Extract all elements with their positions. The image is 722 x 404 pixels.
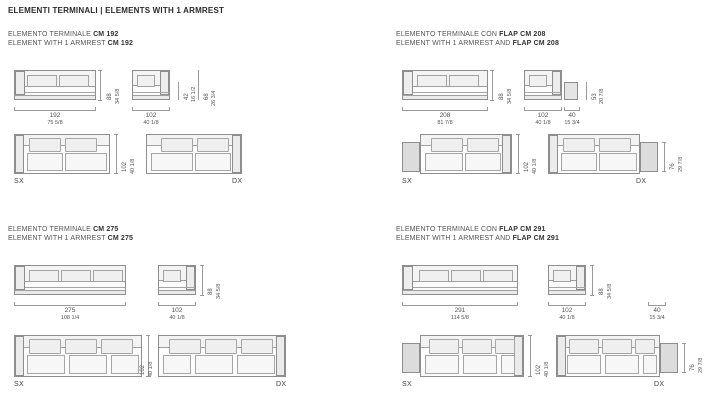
dim-depth-in-208: 40 1/8 — [535, 120, 551, 126]
dim-line-seat-height — [178, 82, 179, 100]
dim-tick — [146, 335, 150, 336]
dim-height-in-291: 34 5/8 — [607, 283, 613, 299]
dim-width-cm-208: 208 — [439, 112, 451, 119]
dim-line-width — [402, 110, 488, 111]
seat-line — [133, 92, 169, 93]
dim-width-in-275: 108 1/4 — [60, 315, 80, 321]
label-side-dx-275: DX — [276, 381, 287, 388]
dim-flap-depth-cm-291: 76 — [690, 364, 696, 371]
dim-tick — [14, 302, 15, 306]
plan-armrest — [549, 135, 558, 173]
dim-tick — [561, 107, 562, 111]
plan-view-dx-275 — [158, 335, 286, 377]
dim-tick — [95, 107, 96, 111]
label-side-sx-275: SX — [14, 381, 24, 388]
base-plinth — [403, 290, 517, 294]
base-plinth — [15, 290, 125, 294]
plan-back-cushion — [495, 339, 515, 354]
plan-back-cushion — [161, 138, 193, 152]
product-block-208 — [396, 30, 716, 195]
plan-seat-cushion — [27, 355, 65, 374]
base-plinth — [549, 290, 585, 294]
plan-back-cushion — [563, 138, 595, 152]
plan-view-sx-291 — [420, 335, 524, 377]
dim-tick — [132, 107, 133, 111]
plan-seat-cushion — [561, 153, 597, 171]
dim-line-height — [100, 70, 101, 100]
dim-back-height-in-192: 26 3/4 — [211, 90, 217, 106]
dim-plan-depth-cm-275: 102 — [140, 364, 146, 375]
front-elevation-291 — [402, 265, 518, 295]
dim-tick — [402, 107, 403, 111]
armrest — [15, 266, 25, 290]
dim-flap-depth-in-208: 29 7/8 — [678, 156, 684, 172]
dim-tick — [516, 173, 520, 174]
dim-tick — [402, 302, 403, 306]
drawings-275 — [8, 247, 353, 392]
plan-seat-cushion — [463, 355, 497, 374]
product-block-192 — [8, 30, 353, 195]
back-cushion — [483, 270, 513, 282]
dim-tick — [648, 302, 649, 306]
plan-seat-cushion — [465, 153, 501, 171]
dim-seat-height-in-192: 16 1/2 — [191, 86, 197, 102]
dim-back-height-cm-192: 68 — [204, 93, 210, 100]
dim-flap-width-in-291: 15 3/4 — [649, 315, 665, 321]
dim-line-depth — [132, 110, 170, 111]
dim-tick — [487, 107, 488, 111]
dim-flap-depth-in-291: 29 7/8 — [698, 357, 704, 373]
armrest — [15, 71, 25, 95]
plan-back-cushion — [602, 339, 632, 354]
dim-flap-width-in-208: 15 3/4 — [564, 120, 580, 126]
dim-tick — [548, 302, 549, 306]
dim-width-in-192: 75 5/8 — [47, 120, 63, 126]
dim-tick — [200, 265, 204, 266]
label-side-sx-291: SX — [402, 381, 412, 388]
plan-seat-cushion — [567, 355, 601, 374]
back-cushion — [417, 75, 447, 87]
block-title-en-192: ELEMENT WITH 1 ARMREST CM 192 — [8, 40, 134, 47]
plan-seat-cushion — [501, 355, 515, 374]
plan-seat-cushion — [425, 153, 463, 171]
dim-line-depth — [158, 305, 196, 306]
plan-armrest — [514, 336, 523, 376]
dim-tick — [114, 173, 118, 174]
plan-back-cushion — [599, 138, 631, 152]
base-plinth — [403, 95, 487, 99]
dim-width-in-291: 114 5/8 — [451, 315, 469, 321]
plan-seat-cushion — [425, 355, 459, 374]
dim-tick — [528, 335, 532, 336]
dim-line-width — [402, 305, 518, 306]
dim-seat-height-cm-192: 42 — [184, 93, 190, 100]
dim-line-height — [202, 265, 203, 295]
plan-flap-sx-291 — [402, 343, 420, 373]
dim-depth-cm-275: 102 — [171, 307, 183, 314]
dim-tick — [528, 376, 532, 377]
back-cushion — [137, 75, 155, 87]
drawings-208 — [396, 52, 716, 192]
block-title-en-208: ELEMENT WITH 1 ARMREST AND FLAP CM 208 — [396, 40, 560, 47]
plan-back-cushion — [197, 138, 229, 152]
base-plinth — [15, 95, 95, 99]
side-elevation-291 — [548, 265, 586, 295]
back-cushion — [451, 270, 481, 282]
dim-tick — [516, 134, 520, 135]
block-title-en-291: ELEMENT WITH 1 ARMREST AND FLAP CM 291 — [396, 235, 560, 242]
dim-tick — [682, 343, 686, 344]
dim-line-plan-depth — [530, 335, 531, 377]
dim-flap-height-in-208: 20 7/8 — [599, 88, 605, 104]
plan-seat-cushion — [27, 153, 63, 171]
side-elevation-208 — [524, 70, 562, 100]
dim-line-flap-depth — [684, 343, 685, 373]
plan-back-cushion — [462, 339, 492, 354]
plan-flap-dx-291 — [660, 343, 678, 373]
dim-line-plan-depth — [116, 134, 117, 174]
plan-back-cushion — [29, 339, 61, 354]
plan-back-cushion — [429, 339, 459, 354]
base-plinth — [525, 95, 561, 99]
plan-seat-cushion — [195, 153, 231, 171]
plan-back-cushion — [65, 339, 97, 354]
plan-view-sx-208 — [420, 134, 512, 174]
plan-back-cushion — [29, 138, 61, 152]
plan-seat-cushion — [65, 153, 107, 171]
product-block-275 — [8, 225, 353, 395]
seat-line — [525, 92, 561, 93]
label-side-dx-192: DX — [232, 178, 243, 185]
dim-line-plan-depth — [518, 134, 519, 174]
dim-plan-depth-in-291: 40 1/8 — [544, 361, 550, 377]
seat-line — [403, 92, 487, 93]
label-side-sx-192: SX — [14, 178, 24, 185]
dim-tick — [579, 107, 580, 111]
dim-plan-depth-cm-291: 102 — [536, 364, 542, 375]
dim-tick — [98, 70, 102, 71]
block-title-it-208: ELEMENTO TERMINALE CON FLAP CM 208 — [396, 31, 546, 38]
plan-back-cushion — [241, 339, 273, 354]
dim-line-width — [14, 110, 96, 111]
back-cushion — [29, 270, 59, 282]
dim-depth-cm-291: 102 — [561, 307, 573, 314]
dim-tick — [665, 302, 666, 306]
dim-flap-width-cm-208: 40 — [568, 112, 576, 119]
product-block-291 — [396, 225, 716, 395]
dim-tick — [14, 107, 15, 111]
dim-depth-cm-208: 102 — [537, 112, 549, 119]
dim-tick — [564, 107, 565, 111]
dim-tick — [517, 302, 518, 306]
back-cushion — [449, 75, 479, 87]
front-elevation-275 — [14, 265, 126, 295]
side-elevation-275 — [158, 265, 196, 295]
plan-flap-sx-208 — [402, 142, 420, 172]
plan-seat-cushion — [599, 153, 637, 171]
plan-armrest — [15, 336, 24, 376]
dim-line-flap-width — [648, 305, 666, 306]
dim-line-flap-height — [586, 82, 587, 100]
seat-line — [549, 287, 585, 288]
dim-height-cm-275: 88 — [208, 288, 214, 295]
plan-armrest — [502, 135, 511, 173]
plan-seat-cushion — [195, 355, 233, 374]
dim-tick — [524, 107, 525, 111]
dim-tick — [590, 295, 594, 296]
dim-plan-depth-in-192: 40 1/8 — [130, 158, 136, 174]
back-cushion — [27, 75, 57, 87]
seat-line — [159, 287, 195, 288]
label-side-sx-208: SX — [402, 178, 412, 185]
plan-view-sx-192 — [14, 134, 110, 174]
dim-tick — [158, 302, 159, 306]
dim-line-width — [14, 305, 126, 306]
plan-armrest — [15, 135, 24, 173]
plan-seat-cushion — [643, 355, 657, 374]
plan-seat-cushion — [151, 153, 193, 171]
plan-view-dx-192 — [146, 134, 242, 174]
dim-flap-height-cm-208: 53 — [592, 93, 598, 100]
base-plinth — [133, 95, 169, 99]
armrest — [403, 266, 413, 290]
front-elevation-192 — [14, 70, 96, 100]
plan-view-dx-208 — [548, 134, 640, 174]
dim-depth-in-275: 40 1/8 — [169, 315, 185, 321]
plan-seat-cushion — [605, 355, 639, 374]
plan-back-cushion — [65, 138, 97, 152]
dim-plan-depth-in-275: 40 1/8 — [148, 361, 154, 377]
dim-tick — [169, 107, 170, 111]
plan-armrest — [232, 135, 241, 173]
label-side-dx-208: DX — [636, 178, 647, 185]
dim-width-cm-192: 192 — [49, 112, 61, 119]
dim-height-in-275: 34 5/8 — [216, 283, 222, 299]
dim-flap-depth-cm-208: 76 — [670, 163, 676, 170]
plan-flap-dx-208 — [640, 142, 658, 172]
back-cushion — [93, 270, 123, 282]
dim-height-cm-291: 88 — [599, 288, 605, 295]
dim-tick — [125, 302, 126, 306]
plan-armrest — [557, 336, 566, 376]
dim-tick — [585, 302, 586, 306]
dim-tick — [200, 295, 204, 296]
plan-back-cushion — [169, 339, 201, 354]
dim-tick — [662, 171, 666, 172]
dim-depth-cm-192: 102 — [145, 112, 157, 119]
block-title-en-275: ELEMENT WITH 1 ARMREST CM 275 — [8, 235, 134, 242]
dim-height-in-192: 34 5/8 — [115, 88, 121, 104]
block-title-it-291: ELEMENTO TERMINALE CON FLAP CM 291 — [396, 226, 546, 233]
page-title: ELEMENTI TERMINALI | ELEMENTS WITH 1 ARMREST — [8, 6, 225, 15]
plan-seat-cushion — [163, 355, 191, 374]
back-cushion — [529, 75, 547, 87]
dim-line-flap-width — [564, 110, 580, 111]
dim-tick — [662, 142, 666, 143]
plan-seat-cushion — [69, 355, 107, 374]
dim-tick — [195, 302, 196, 306]
plan-view-dx-291 — [556, 335, 660, 377]
dim-tick — [490, 100, 494, 101]
dim-tick — [114, 134, 118, 135]
dim-line-back-height — [198, 70, 199, 100]
dim-tick — [98, 100, 102, 101]
plan-seat-cushion — [111, 355, 139, 374]
block-title-it-275: ELEMENTO TERMINALE CM 275 — [8, 226, 119, 233]
plan-view-sx-275 — [14, 335, 142, 377]
plan-back-cushion — [205, 339, 237, 354]
flap-elevation-208 — [564, 82, 578, 100]
dim-width-in-208: 81 7/8 — [437, 120, 453, 126]
base-plinth — [159, 290, 195, 294]
back-cushion — [419, 270, 449, 282]
seat-line — [403, 287, 517, 288]
drawings-192 — [8, 52, 353, 192]
armrest — [403, 71, 413, 95]
dim-line-flap-depth — [664, 142, 665, 172]
plan-back-cushion — [431, 138, 463, 152]
dim-depth-in-291: 40 1/8 — [559, 315, 575, 321]
side-elevation-192 — [132, 70, 170, 100]
plan-back-cushion — [467, 138, 499, 152]
back-cushion — [59, 75, 89, 87]
dim-flap-width-cm-291: 40 — [653, 307, 661, 314]
plan-back-cushion — [101, 339, 133, 354]
plan-seat-cushion — [237, 355, 275, 374]
dim-tick — [682, 372, 686, 373]
seat-line — [15, 287, 125, 288]
dim-plan-depth-in-208: 40 1/8 — [532, 158, 538, 174]
dim-line-height — [492, 70, 493, 100]
dim-height-cm-192: 88 — [107, 93, 113, 100]
front-elevation-208 — [402, 70, 488, 100]
dim-height-cm-208: 88 — [499, 93, 505, 100]
dim-tick — [590, 265, 594, 266]
back-cushion — [553, 270, 571, 282]
plan-back-cushion — [635, 339, 655, 354]
dim-line-depth — [524, 110, 562, 111]
plan-armrest — [276, 336, 285, 376]
plan-back-cushion — [569, 339, 599, 354]
dim-height-in-208: 34 5/8 — [507, 88, 513, 104]
label-side-dx-291: DX — [654, 381, 665, 388]
dim-line-depth — [548, 305, 586, 306]
dim-line-height — [592, 265, 593, 295]
back-cushion — [61, 270, 91, 282]
block-title-it-192: ELEMENTO TERMINALE CM 192 — [8, 31, 119, 38]
seat-line — [15, 92, 95, 93]
dim-width-cm-275: 275 — [64, 307, 76, 314]
dim-depth-in-192: 40 1/8 — [143, 120, 159, 126]
dim-tick — [490, 70, 494, 71]
back-cushion — [163, 270, 181, 282]
dim-plan-depth-cm-208: 102 — [524, 161, 530, 172]
dim-plan-depth-cm-192: 102 — [122, 161, 128, 172]
dim-width-cm-291: 291 — [454, 307, 466, 314]
drawings-291 — [396, 247, 716, 392]
